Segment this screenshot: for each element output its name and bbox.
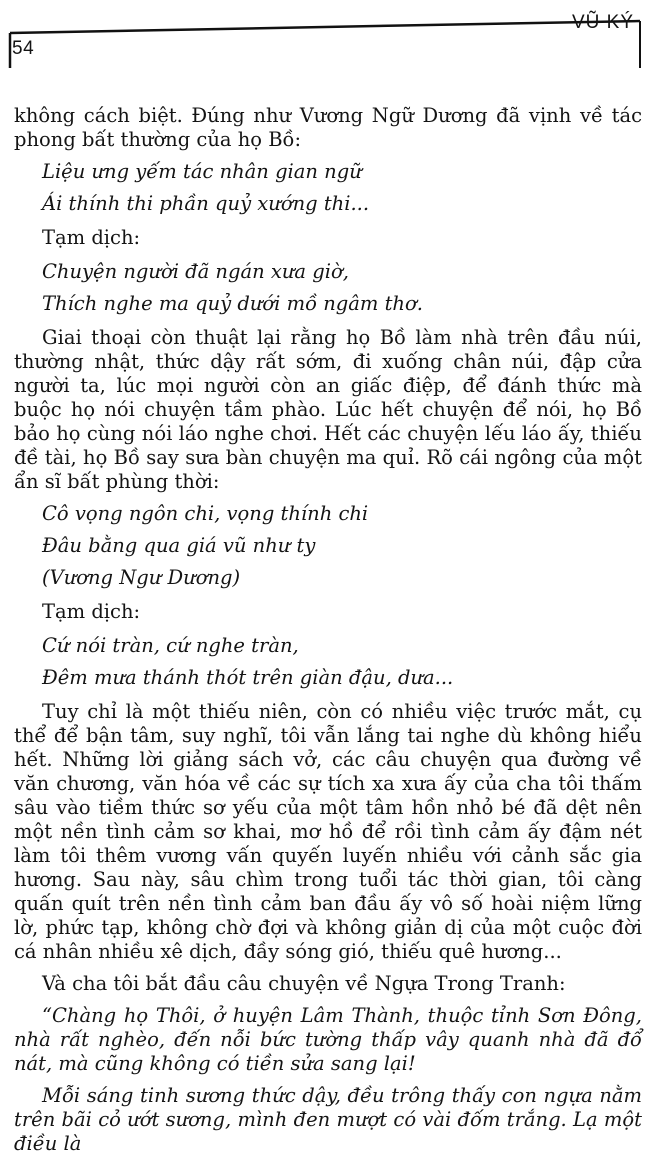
verse-line: Cô vọng ngôn chi, vọng thính chi — [42, 502, 369, 525]
paragraph: Giai thoại còn thuật lại rằng họ Bồ làm nhà trên đầu núi, thường nhật, thức dậy rất sớm, đi xuống chân núi, đập cửa người ta, lúc mọi người còn an giấc điệp, để đánh thức mà buộc họ nói chuyện tầm phào. Lúc hết chuyện để nói, họ Bồ bảo họ cùng nói láo nghe chơi. Hết các chuyện lếu láo ấy, thiếu đề tài, họ Bồ say sưa bàn chuyện ma quỉ. Rõ cái ngông của một ẩn sĩ bất phùng thời: — [14, 326, 642, 493]
verse — [42, 260, 642, 316]
page-number: 54 — [12, 38, 35, 59]
verse-line: Đâu bằng qua giá vũ như ty — [42, 534, 316, 557]
verse — [42, 634, 642, 690]
verse — [42, 502, 642, 590]
paragraph-italic: “Chàng họ Thôi, ở huyện Lâm Thành, thuộc tỉnh Sơn Đông, nhà rất nghèo, đến nỗi bức tường thấp vây quanh nhà đã đổ nát, mà cũng không có tiền sửa sang lại! — [14, 1004, 642, 1075]
verse-line: Cứ nói tràn, cứ nghe tràn, — [42, 634, 299, 657]
paragraph: Tuy chỉ là một thiếu niên, còn có nhiều việc trước mắt, cụ thể để bận tâm, suy nghĩ, tôi vẫn lắng tai nghe dù không hiểu hết. Những lời giảng sách vở, các câu chuyện qua đường về văn chương, văn hóa về các sự tích xa xưa ấy của cha tôi thấm sâu vào tiềm thức sơ yếu của một tâm hồn nhỏ bé đã dệt nên một nền tình cảm sơ khai, mơ hồ để rồi tình cảm ấy đậm nét làm tôi thêm vương vấn quyến luyến nhiều với cảnh sắc gia hương. Sau này, sâu chìm trong tuổi tác thời gian, tôi càng quấn quít trên nền tình cảm ban đầu ấy vô số hoài niệm lững lờ, phức tạp, không chờ đợi và không giản dị của một cuộc đời cá nhân nhiều xê dịch, đầy sóng gió, thiếu quê hương... — [14, 700, 642, 963]
verse-line: Liệu ưng yếm tác nhân gian ngữ — [42, 160, 362, 183]
running-title: VŨ KÝ — [571, 12, 634, 33]
translation-label: Tạm dịch: — [42, 226, 141, 249]
verse-line: Ái thính thi phần quỷ xướng thi... — [42, 192, 370, 215]
verse-line: Thích nghe ma quỷ dưới mồ ngâm thơ. — [42, 292, 423, 315]
header-frame — [0, 0, 650, 70]
paragraph-italic: Mỗi sáng tinh sương thức dậy, đều trông thấy con ngựa nằm trên bãi cỏ ướt sương, mình đen mượt có vài đốm trắng. Lạ một điều là — [14, 1084, 642, 1155]
page-header — [0, 0, 650, 70]
verse-line: Đêm mưa thánh thót trên giàn đậu, dưa... — [42, 666, 454, 689]
verse-attribution: (Vương Ngư Dương) — [42, 566, 241, 589]
verse — [42, 160, 642, 216]
translation-label: Tạm dịch: — [42, 600, 141, 623]
page-body — [14, 104, 642, 1164]
paragraph: Và cha tôi bắt đầu câu chuyện về Ngựa Trong Tranh: — [42, 972, 566, 995]
paragraph: không cách biệt. Đúng như Vương Ngữ Dương đã vịnh về tác phong bất thường của họ Bồ: — [14, 104, 642, 151]
verse-line: Chuyện người đã ngán xưa giờ, — [42, 260, 349, 283]
